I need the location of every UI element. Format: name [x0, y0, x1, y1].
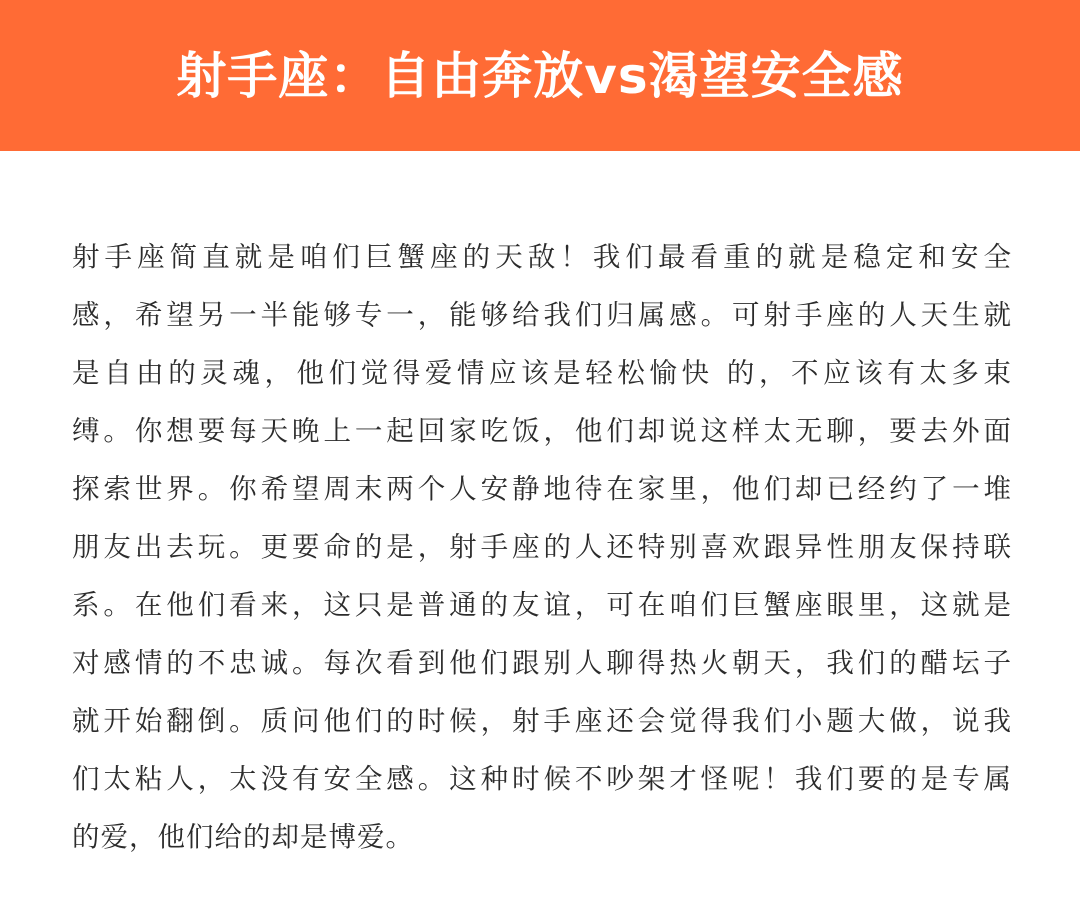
article-line: 是自由的灵魂，他们觉得爱情应该是轻松愉快 的，不应该有太多束 — [72, 357, 1012, 389]
title-banner — [0, 0, 1080, 151]
article-line: 感，希望另一半能够专一，能够给我们归属感。可射手座的人天生就 — [72, 299, 1012, 331]
page-title: 射手座：自由奔放vs渴望安全感 — [176, 46, 904, 105]
article-line: 缚。你想要每天晚上一起回家吃饭，他们却说这样太无聊，要去外面 — [72, 415, 1012, 447]
article-line: 就开始翻倒。质问他们的时候，射手座还会觉得我们小题大做，说我 — [72, 705, 1012, 737]
article-line: 探索世界。你希望周末两个人安静地待在家里，他们却已经约了一堆 — [72, 473, 1012, 505]
article-line: 朋友出去玩。更要命的是，射手座的人还特别喜欢跟异性朋友保持联 — [72, 531, 1012, 563]
article-line: 们太粘人，太没有安全感。这种时候不吵架才怪呢！我们要的是专属 — [72, 763, 1012, 795]
article-line: 的爱，他们给的却是博爱。 — [72, 821, 414, 853]
article-line: 对感情的不忠诚。每次看到他们跟别人聊得热火朝天，我们的醋坛子 — [72, 647, 1012, 679]
article-line: 射手座简直就是咱们巨蟹座的天敌！我们最看重的就是稳定和安全 — [72, 241, 1012, 273]
article-line: 系。在他们看来，这只是普通的友谊，可在咱们巨蟹座眼里，这就是 — [72, 589, 1012, 621]
article-body — [72, 228, 1012, 866]
